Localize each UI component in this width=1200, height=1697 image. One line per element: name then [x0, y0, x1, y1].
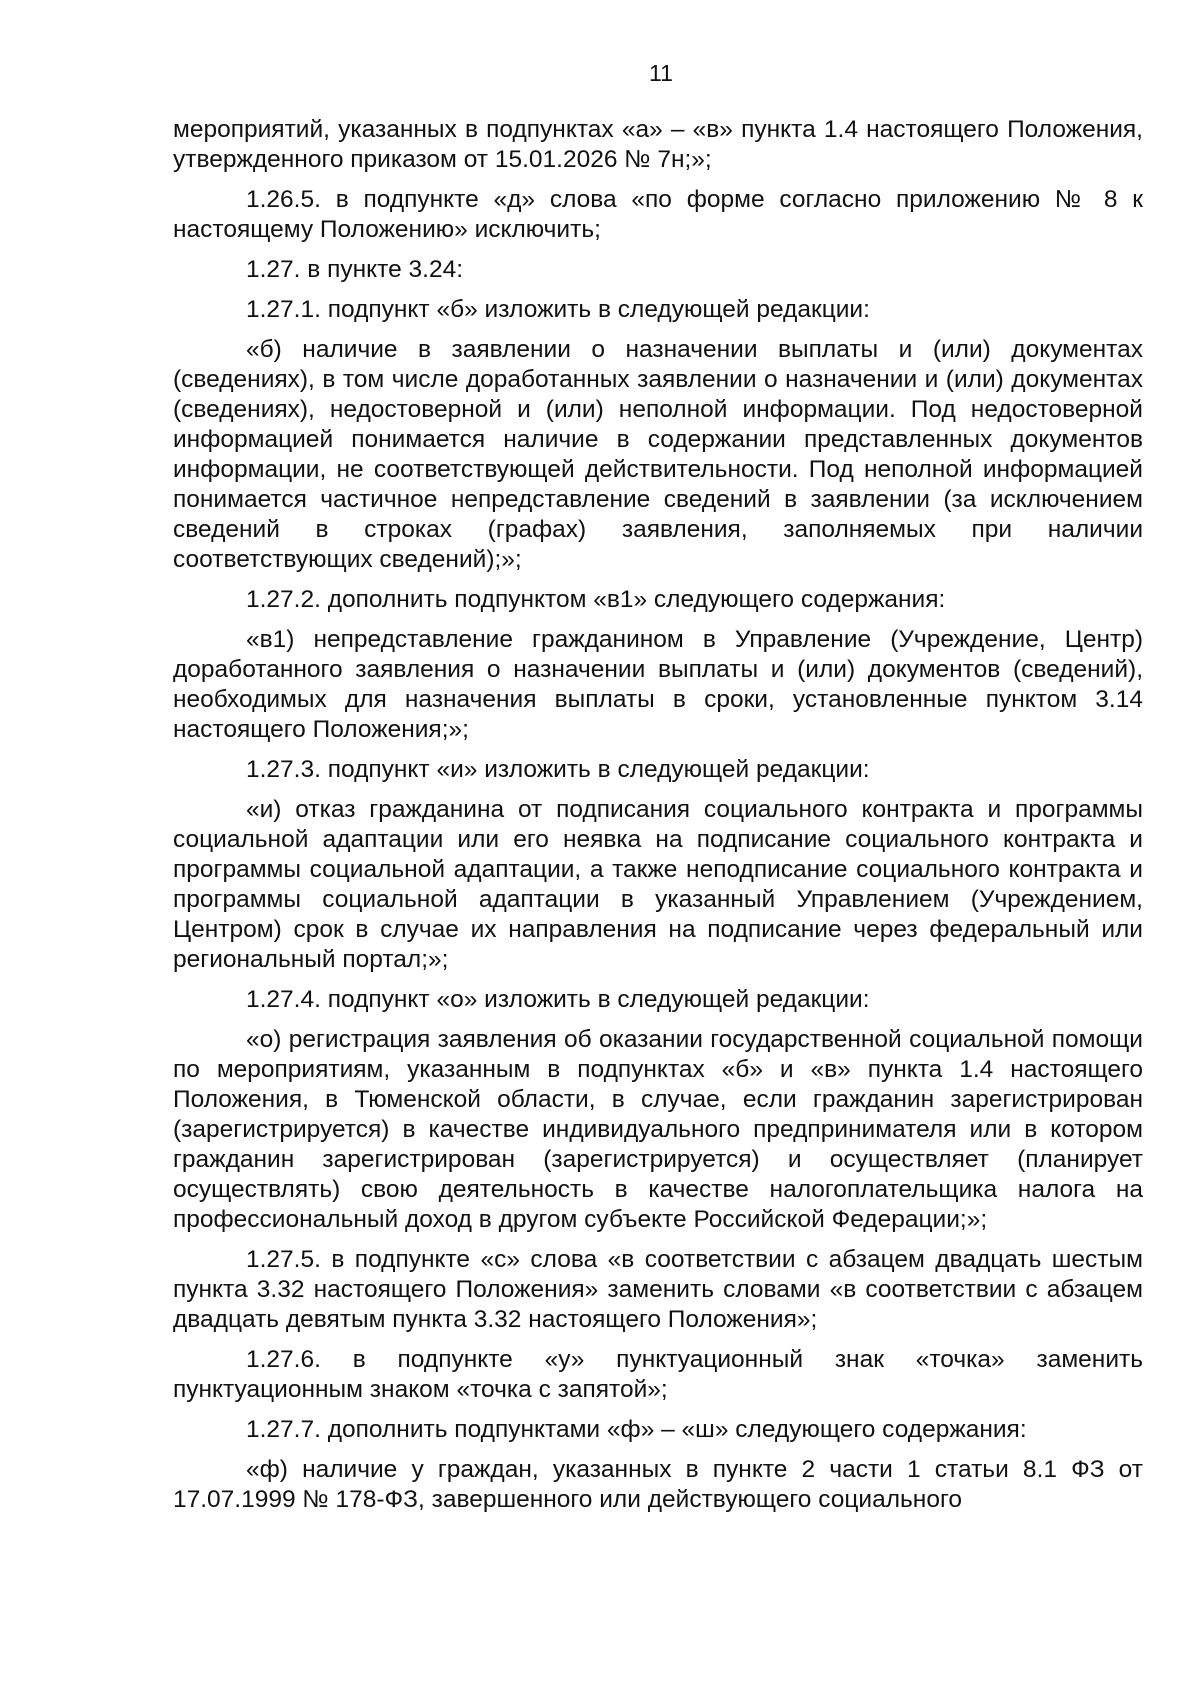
- page-number: 11: [649, 60, 673, 86]
- paragraph-1-27-2: 1.27.2. дополнить подпунктом «в1» следующего содержания:: [246, 586, 946, 613]
- paragraph-continuation: мероприятий, указанных в подпунктах «а» – «в» пункта 1.4 настоящего Положения, утвержденного приказом от 15.01.2026 № 7н;»;: [173, 116, 1143, 173]
- paragraph-1-27-4: 1.27.4. подпункт «о» изложить в следующей редакции:: [246, 986, 870, 1013]
- paragraph-1-26-5: 1.26.5. в подпункте «д» слова «по форме согласно приложению № 8 к настоящему Положению» исключить;: [173, 186, 1143, 243]
- document-body: [173, 115, 1143, 1525]
- paragraph-subpoint-o: «о) регистрация заявления об оказании государственной социальной помощи по мероприятиям, указанным в подпунктах «б» и «в» пункта 1.4 настоящего Положения, в Тюменской области, в случае, если гражданин зарегистрирован (зарегистрируется) в качестве индивидуального предпринимателя или в котором гражданин зарегистрирован (зарегистрируется) и осуществляет (планирует осуществлять) свою деятельность в качестве налогоплательщика налога на профессиональный доход в другом субъекте Российской Федерации;»;: [173, 1026, 1143, 1233]
- paragraph-1-27-5: 1.27.5. в подпункте «с» слова «в соответствии с абзацем двадцать шестым пункта 3.32 настоящего Положения» заменить словами «в соответствии с абзацем двадцать девятым пункта 3.32 настоящего Положения»;: [173, 1246, 1143, 1333]
- paragraph-1-27-3: 1.27.3. подпункт «и» изложить в следующей редакции:: [246, 756, 870, 783]
- paragraph-subpoint-b: «б) наличие в заявлении о назначении выплаты и (или) документах (сведениях), в том числе доработанных заявлении о назначении и (или) документах (сведениях), недостоверной и (или) неполной информации. Под недостоверной информацией понимается наличие в содержании представленных документов информации, не соответствующей действительности. Под неполной информацией понимается частичное непредставление сведений в заявлении (за исключением сведений в строках (графах) заявления, заполняемых при наличии соответствующих сведений);»;: [173, 336, 1143, 573]
- paragraph-subpoint-v1: «в1) непредставление гражданином в Управление (Учреждение, Центр) доработанного заявления о назначении выплаты и (или) документов (сведений), необходимых для назначения выплаты в сроки, установленные пунктом 3.14 настоящего Положения;»;: [173, 626, 1143, 743]
- paragraph-1-27-6: 1.27.6. в подпункте «у» пунктуационный знак «точка» заменить пунктуационным знаком «точка с запятой»;: [173, 1346, 1143, 1403]
- paragraph-subpoint-f: «ф) наличие у граждан, указанных в пункте 2 части 1 статьи 8.1 ФЗ от 17.07.1999 № 178-ФЗ, завершенного или действующего социального: [173, 1456, 1143, 1513]
- paragraph-1-27: 1.27. в пункте 3.24:: [246, 256, 464, 283]
- paragraph-subpoint-i: «и) отказ гражданина от подписания социального контракта и программы социальной адаптации или его неявка на подписание социального контракта и программы социальной адаптации, а также неподписание социального контракта и программы социальной адаптации в указанный Управлением (Учреждением, Центром) срок в случае их направления на подписание через федеральный или региональный портал;»;: [173, 796, 1143, 973]
- paragraph-1-27-1: 1.27.1. подпункт «б» изложить в следующей редакции:: [246, 296, 870, 323]
- paragraph-1-27-7: 1.27.7. дополнить подпунктами «ф» – «ш» следующего содержания:: [246, 1416, 1027, 1443]
